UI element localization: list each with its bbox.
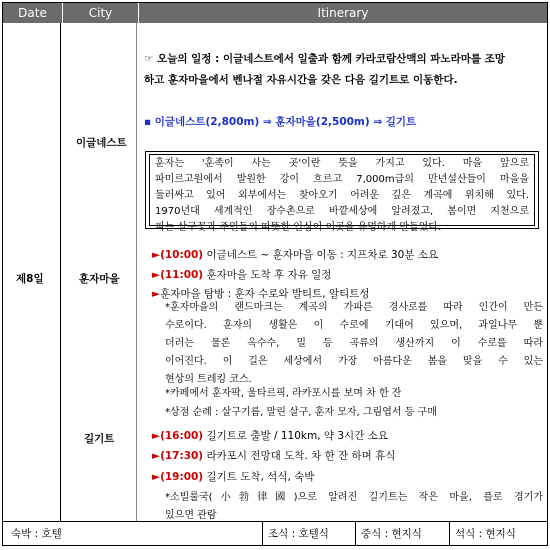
schedule-text: 훈자마을 탐방 : 훈자 수로와 발티트, 알티트성 bbox=[160, 288, 370, 300]
schedule-item bbox=[152, 267, 331, 282]
schedule-text: 길기트로 출발 / 110km, 약 3시간 소요 bbox=[206, 430, 388, 442]
description-line: 현상의 트레킹 코스. bbox=[165, 374, 252, 385]
header-city: City bbox=[63, 3, 139, 23]
schedule-item bbox=[152, 247, 438, 262]
lodging-info: 숙박 : 호텔 bbox=[11, 528, 62, 540]
gilgit-description bbox=[165, 489, 543, 525]
table-header bbox=[3, 3, 547, 23]
hunza-canal-description bbox=[165, 299, 543, 389]
schedule-time: (19:00) bbox=[160, 471, 204, 483]
schedule-time: (10:00) bbox=[160, 249, 204, 261]
day-label: 제8일 bbox=[16, 273, 44, 285]
itinerary-sheet bbox=[2, 2, 548, 546]
schedule-text: 길기트 도착, 석식, 숙박 bbox=[206, 471, 315, 483]
arrow-icon: ► bbox=[152, 450, 161, 462]
summary-line-1: 오늘의 일정 : 이글네스트에서 일출과 함께 카라코람산맥의 파노라마를 조망 bbox=[157, 53, 505, 65]
city-eagle-nest: 이글네스트 bbox=[76, 137, 127, 149]
info-line: 피는 살구꽃과 주민들의 따뜻한 인심이 이곳을 유명하게 만들었다. bbox=[155, 222, 442, 233]
description-line: *소빌룰국(小勃律國)으로 알려진 길기트는 작은 마을, 플로 경기가 bbox=[165, 492, 543, 503]
arrow-icon: ► bbox=[152, 430, 161, 442]
footer-divider bbox=[355, 522, 356, 545]
info-box-inner bbox=[149, 154, 535, 233]
schedule-text: 라카포시 전망대 도착. 차 한 잔 하며 휴식 bbox=[206, 450, 396, 462]
pointing-hand-icon: ☞ bbox=[144, 53, 154, 65]
description-line: 이어진다. 이 길은 세상에서 가장 아름다운 봄을 맞을 수 있는 bbox=[165, 356, 543, 367]
info-line: 둘러싸고 있어 외부에서는 찾아오기 어려운 깊은 계곡에 위치해 있다. bbox=[155, 190, 529, 201]
header-date: Date bbox=[3, 3, 63, 23]
info-line: 1970년대 세계적인 장수촌으로 바깥세상에 알려졌고, 봄이면 지천으로 bbox=[155, 206, 529, 217]
shopping-note: *상점 순례 : 살구기름, 말린 살구, 훈자 모자, 그림엽서 등 구매 bbox=[165, 407, 437, 418]
schedule-time: (11:00) bbox=[160, 269, 204, 281]
description-line: *훈자마을의 랜드마크는 계곡의 가파른 경사로를 따라 인간이 만든 bbox=[165, 302, 543, 313]
summary-line-2: 하고 훈자마을에서 벤나절 자유시간을 갖은 다음 길기트로 이동한다. bbox=[144, 74, 458, 86]
schedule-text: 이글네스트 ~ 훈자마을 이동 : 지프차로 30분 소요 bbox=[206, 249, 439, 261]
arrow-icon: ► bbox=[152, 471, 161, 483]
schedule-text: 훈자마을 도착 후 자유 일정 bbox=[206, 269, 332, 281]
description-line: 더러는 물론 옥수수, 밀 등 곡류의 생산까지 이 수로를 따라 bbox=[165, 338, 543, 349]
schedule-item bbox=[152, 428, 388, 443]
schedule-time: (16:00) bbox=[160, 430, 204, 442]
arrow-icon: ► bbox=[152, 249, 161, 261]
cafe-note: *카페에서 훈자팍, 울타르픽, 라카포시를 보며 차 한 잔 bbox=[165, 388, 402, 399]
hunza-info-box bbox=[145, 151, 539, 233]
city-hunza: 훈자마을 bbox=[79, 273, 120, 285]
breakfast-info: 조식 : 호텔식 bbox=[268, 528, 329, 540]
info-line: 파미르고원에서 발원한 강이 흐르고 7,000m급의 만년설산들이 마을을 bbox=[155, 174, 529, 185]
schedule-item bbox=[152, 469, 314, 484]
column-divider bbox=[136, 23, 137, 522]
description-line: 수로이다. 훈자의 생활은 이 수로에 기대어 있으며, 과일나무 뿐 bbox=[165, 320, 543, 331]
arrow-icon: ► bbox=[152, 269, 161, 281]
schedule-item bbox=[152, 448, 395, 463]
route-summary: ▪ 이글네스트(2,800m) ⇒ 훈자마을(2,500m) ⇒ 길기트 bbox=[144, 116, 417, 128]
footer-divider bbox=[449, 522, 450, 545]
footer-divider bbox=[262, 522, 263, 545]
schedule-time: (17:30) bbox=[160, 450, 204, 462]
column-divider bbox=[60, 23, 61, 522]
description-line: 있으면 관람 bbox=[165, 510, 217, 521]
info-line: 훈자는 '훈족이 사는 곳'이란 뜻을 가지고 있다. 마을 앞으로 bbox=[155, 158, 529, 169]
header-itinerary: Itinerary bbox=[317, 6, 369, 20]
lunch-info: 중식 : 현지식 bbox=[361, 528, 422, 540]
meal-lodging-footer bbox=[3, 521, 547, 545]
dinner-info: 석식 : 현지식 bbox=[455, 528, 516, 540]
day-summary bbox=[144, 49, 542, 91]
city-gilgit: 길기트 bbox=[84, 433, 115, 445]
table-body bbox=[3, 23, 547, 522]
arrow-icon: ► bbox=[152, 288, 161, 300]
